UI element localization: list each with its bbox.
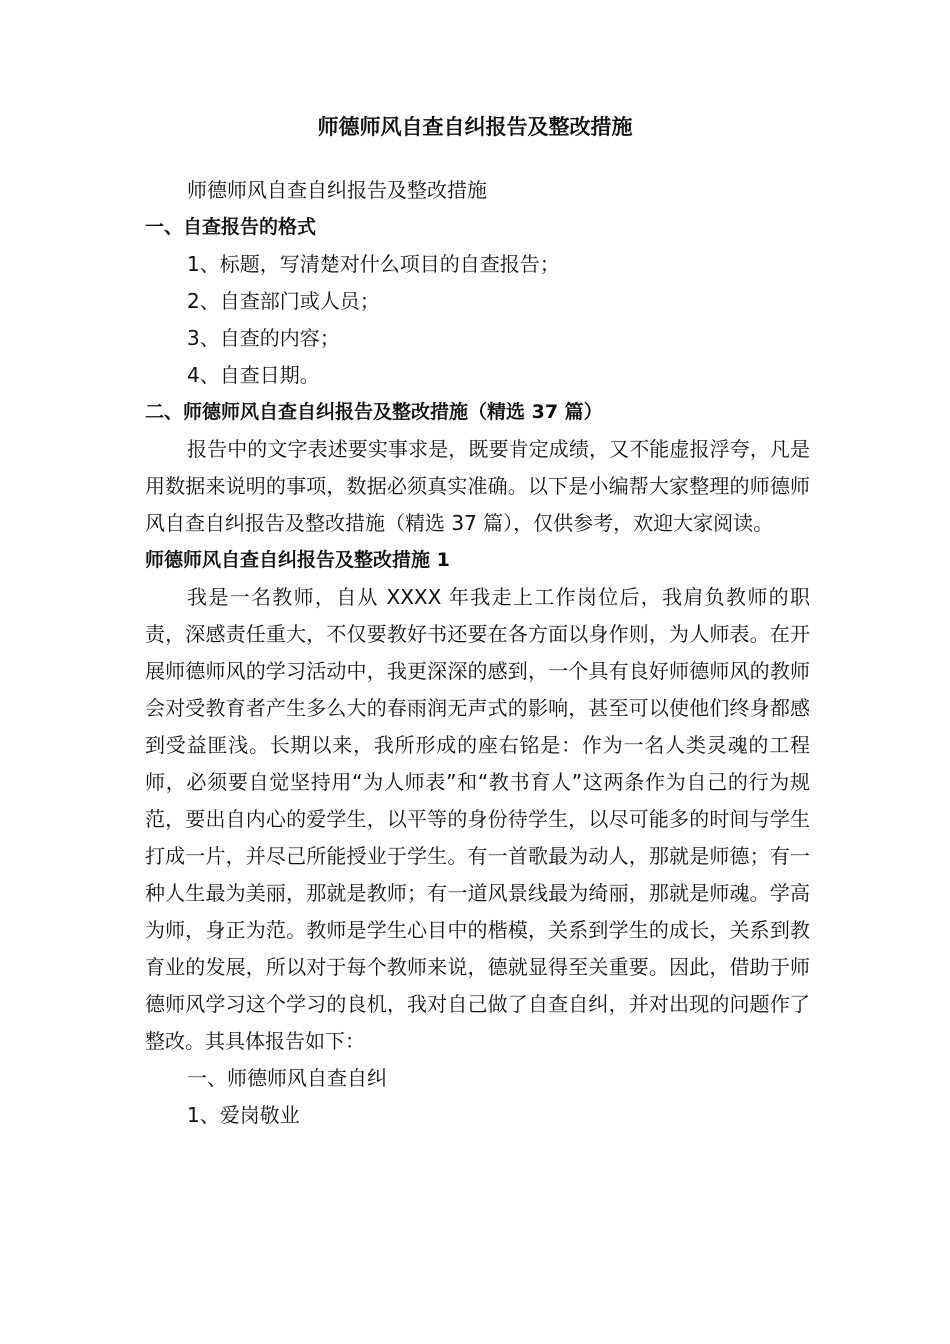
format-item-1: 1、标题，写清楚对什么项目的自查报告； [187, 252, 560, 276]
format-item-2: 2、自查部门或人员； [187, 289, 380, 313]
section1-heading: 一、自查报告的格式 [145, 216, 317, 238]
article1-sub-item: 1、爱岗敬业 [187, 1103, 300, 1127]
document-content [145, 172, 810, 1134]
article1-heading: 师德师风自查自纠报告及整改措施 1 [145, 549, 450, 571]
document-title: 师德师风自查自纠报告及整改措施 [317, 115, 633, 139]
article1-sub-heading: 一、师德师风自查自纠 [187, 1066, 387, 1090]
format-item-4: 4、自查日期。 [187, 363, 320, 387]
format-item-3: 3、自查的内容； [187, 326, 340, 350]
section2-intro-paragraph: 报告中的文字表述要实事求是，既要肯定成绩，又不能虚报浮夸，凡是用数据来说明的事项，数据必须真实准确。以下是小编帮大家整理的师德师风自查自纠报告及整改措施（精选 37 篇），仅供参考，欢迎大家阅读。 [145, 437, 810, 535]
section2-heading: 二、师德师风自查自纠报告及整改措施（精选 37 篇） [145, 401, 603, 423]
article1-body-paragraph: 我是一名教师，自从 XXXX 年我走上工作岗位后，我肩负教师的职责，深感责任重大，不仅要教好书还要在各方面以身作则，为人师表。在开展师德师风的学习活动中，我更深深的感到，一个具有良好师德师风的教师会对受教育者产生多么大的春雨润无声式的影响，甚至可以使他们终身都感到受益匪浅。长期以来，我所形成的座右铭是：作为一名人类灵魂的工程师，必须要自觉坚持用“为人师表”和“教书育人”这两条作为自己的行为规范，要出自内心的爱学生，以平等的身份待学生，以尽可能多的时间与学生打成一片，并尽己所能授业于学生。有一首歌最为动人，那就是师德；有一种人生最为美丽，那就是教师；有一道风景线最为绮丽，那就是师魂。学高为师，身正为范。教师是学生心目中的楷模，关系到学生的成长，关系到教育业的发展，所以对于每个教师来说，德就显得至关重要。因此，借助于师德师风学习这个学习的良机，我对自己做了自查自纠，并对出现的问题作了整改。其具体报告如下： [145, 585, 810, 1053]
subtitle-line: 师德师风自查自纠报告及整改措施 [187, 178, 487, 202]
